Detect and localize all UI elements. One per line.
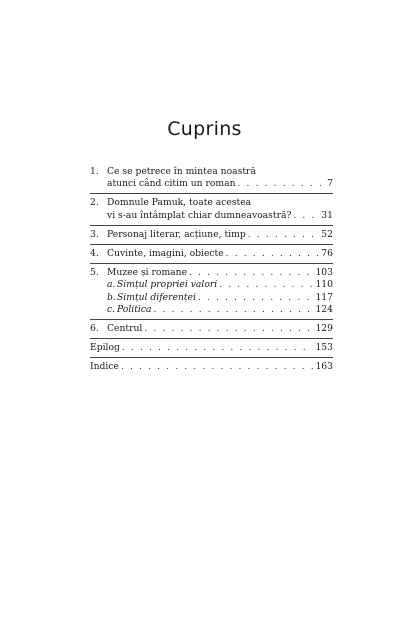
toc-entry-6[interactable] [90, 319, 333, 335]
toc-entry-2[interactable] [90, 193, 333, 221]
page-title: Cuprins [167, 118, 242, 140]
toc-entry-title: Cuvinte, imagini, obiecte [107, 248, 224, 260]
toc-entry-line [90, 342, 333, 354]
leader-dots [144, 323, 313, 335]
leader-dots [122, 342, 314, 354]
toc-entry-line [90, 323, 333, 335]
toc-entry-3[interactable] [90, 225, 333, 241]
toc-page-number: 110 [315, 279, 333, 291]
toc-page-number: 129 [315, 323, 333, 335]
toc-entry-title: Muzee și romane [107, 267, 188, 279]
toc-entry-line [90, 210, 333, 222]
toc-subentry-b[interactable] [90, 292, 333, 304]
toc-entry-number: 6. [90, 323, 99, 335]
toc-page-number: 163 [315, 361, 333, 373]
leader-dots [198, 292, 314, 304]
table-of-contents [90, 166, 333, 374]
toc-page-number: 7 [327, 178, 333, 190]
leader-dots [153, 304, 313, 316]
leader-dots [293, 210, 319, 222]
toc-subentry-letter: a. [107, 279, 116, 291]
toc-entry-line [90, 178, 333, 190]
toc-entry-line [90, 248, 333, 260]
leader-dots [226, 248, 320, 260]
toc-page-number: 153 [315, 342, 333, 354]
toc-entry-4[interactable] [90, 244, 333, 260]
toc-entry-number: 2. [90, 197, 99, 209]
toc-entry-line [90, 361, 333, 373]
toc-subentry-a[interactable] [90, 279, 333, 291]
toc-page-number: 103 [315, 267, 333, 279]
leader-dots [121, 361, 314, 373]
toc-subentry-c[interactable] [90, 304, 333, 316]
toc-entry-5[interactable] [90, 263, 333, 316]
leader-dots [237, 178, 321, 190]
toc-page-number: 52 [321, 228, 333, 240]
toc-subentry-title: Simțul propriei valori [117, 279, 218, 291]
toc-subentry-title: Simțul diferenței [117, 291, 196, 303]
toc-entry-title: Epilog [90, 342, 120, 354]
toc-entry-title-continued: vi s-au întâmplat chiar dumneavoastră? [107, 209, 292, 221]
toc-entry-title: Domnule Pamuk, toate acestea [107, 197, 252, 209]
leader-dots [219, 279, 313, 291]
leader-dots [189, 267, 313, 279]
toc-entry-line [90, 197, 333, 209]
toc-entry-line [90, 267, 333, 279]
toc-entry-line [90, 166, 333, 178]
toc-entry-number: 3. [90, 228, 99, 240]
toc-page-number: 124 [315, 303, 333, 315]
toc-entry-title: Ce se petrece în mintea noastră [107, 166, 256, 177]
toc-subentry-letter: b. [107, 291, 116, 303]
toc-entry-title-continued: atunci când citim un roman [107, 178, 236, 190]
toc-entry-number: 5. [90, 267, 99, 279]
toc-entry-number: 1. [90, 166, 99, 177]
toc-entry-line [90, 229, 333, 241]
toc-entry-number: 4. [90, 248, 99, 260]
leader-dots [248, 229, 320, 241]
toc-entry-epilog[interactable] [90, 338, 333, 354]
toc-subentry-letter: c. [107, 303, 116, 315]
toc-entry-title: Indice [90, 361, 119, 373]
toc-subentry-title: Politica [117, 303, 152, 315]
toc-page-number: 117 [315, 291, 333, 303]
toc-entry-title: Centrul [107, 323, 143, 335]
toc-page-number: 31 [321, 209, 333, 221]
toc-entry-1[interactable] [90, 166, 333, 190]
toc-entry-indice[interactable] [90, 357, 333, 373]
toc-page-number: 76 [321, 248, 333, 260]
toc-entry-title: Personaj literar, acțiune, timp [107, 228, 246, 240]
